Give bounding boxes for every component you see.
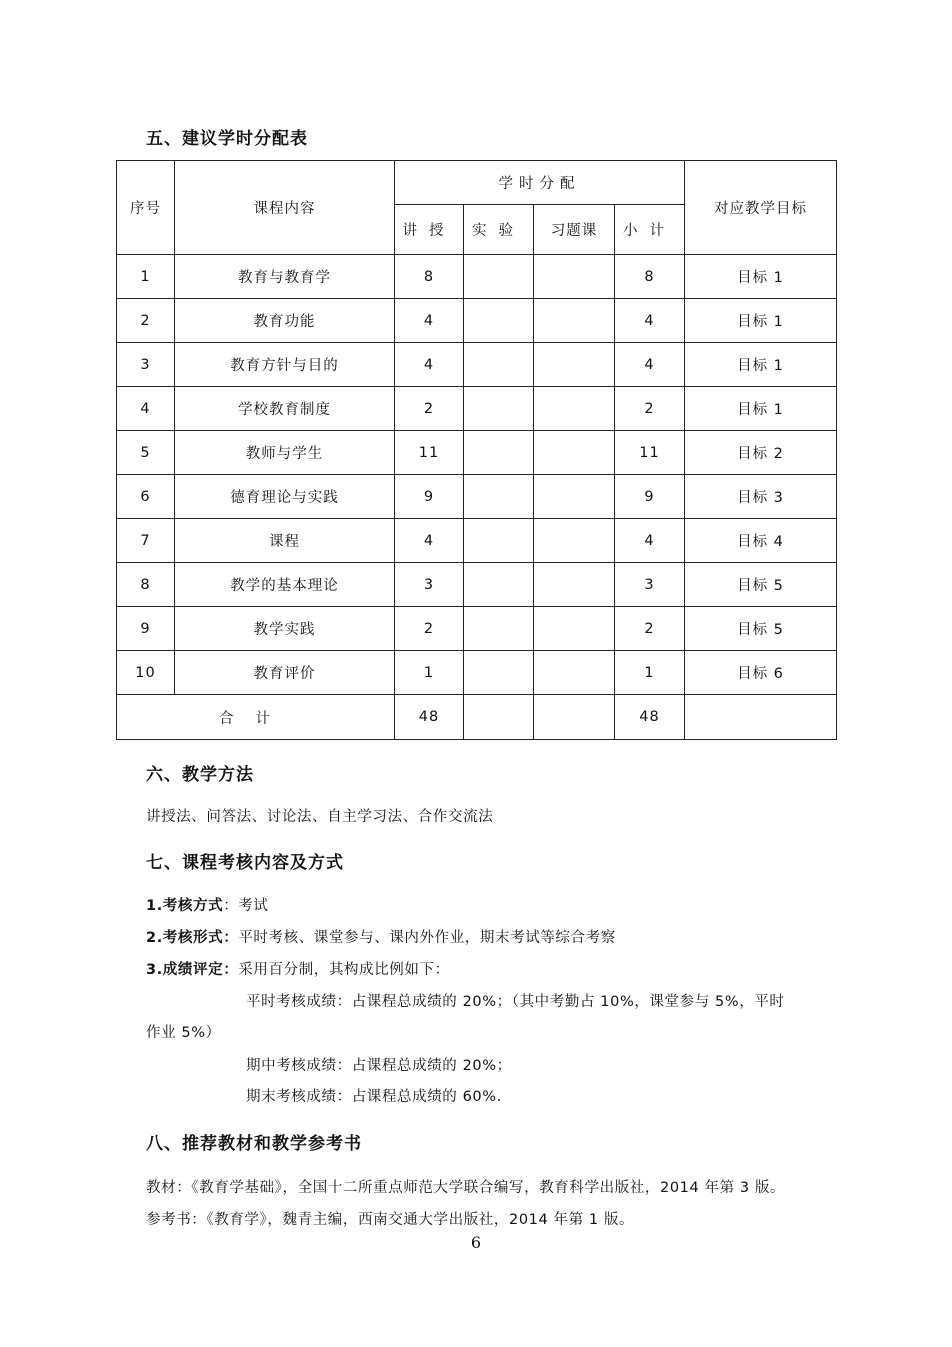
cell-exercise <box>534 563 615 607</box>
cell-exercise <box>534 475 615 519</box>
cell-seq: 8 <box>117 563 175 607</box>
header-seq: 序号 <box>117 161 175 255</box>
cell-content: 课程 <box>175 519 395 563</box>
total-goal <box>685 695 837 740</box>
section-7-title: 七、课程考核内容及方式 <box>146 853 344 873</box>
cell-seq: 1 <box>117 255 175 299</box>
header-content: 课程内容 <box>175 161 395 255</box>
header-lecture: 讲授 <box>395 205 464 255</box>
cell-goal: 目标 1 <box>685 343 837 387</box>
total-lab <box>464 695 534 740</box>
section-6-title: 六、教学方法 <box>146 765 254 785</box>
cell-lab <box>464 255 534 299</box>
section-8-title: 八、推荐教材和教学参考书 <box>146 1134 362 1154</box>
textbook-entry: 教材：《教育学基础》，全国十二所重点师范大学联合编写，教育科学出版社，2014 年第 3 版。 <box>146 1180 786 1196</box>
assessment-form <box>146 926 616 947</box>
cell-lecture: 11 <box>395 431 464 475</box>
cell-lecture: 4 <box>395 299 464 343</box>
cell-goal: 目标 1 <box>685 255 837 299</box>
cell-exercise <box>534 255 615 299</box>
total-row <box>117 695 837 740</box>
cell-lab <box>464 343 534 387</box>
cell-lecture: 4 <box>395 343 464 387</box>
table-row <box>117 607 837 651</box>
cell-content: 德育理论与实践 <box>175 475 395 519</box>
grade-evaluation-value: 采用百分制，其构成比例如下： <box>238 962 450 978</box>
header-subtotal: 小计 <box>615 205 685 255</box>
table-row <box>117 299 837 343</box>
cell-lecture: 2 <box>395 607 464 651</box>
assessment-method-value: ：考试 <box>223 898 269 914</box>
cell-lab <box>464 519 534 563</box>
cell-content: 教育评价 <box>175 651 395 695</box>
header-allocation: 学时分配 <box>395 161 685 205</box>
grade-evaluation-label: 3.成绩评定： <box>146 962 239 978</box>
table-row <box>117 563 837 607</box>
table-row <box>117 431 837 475</box>
reference-book-entry: 参考书：《教育学》，魏青主编，西南交通大学出版社，2014 年第 1 版。 <box>146 1212 635 1228</box>
header-exercise: 习题课 <box>534 205 615 255</box>
header-lab: 实验 <box>464 205 534 255</box>
cell-goal: 目标 2 <box>685 431 837 475</box>
table-row <box>117 519 837 563</box>
hours-allocation-table <box>116 160 837 740</box>
teaching-methods-text: 讲授法、问答法、讨论法、自主学习法、合作交流法 <box>146 809 494 825</box>
cell-goal: 目标 5 <box>685 607 837 651</box>
cell-seq: 4 <box>117 387 175 431</box>
cell-subtotal: 9 <box>615 475 685 519</box>
table-row <box>117 651 837 695</box>
grade-evaluation <box>146 958 450 979</box>
cell-exercise <box>534 607 615 651</box>
midterm-grade: 期中考核成绩：占课程总成绩的 20%； <box>246 1058 512 1074</box>
total-subtotal: 48 <box>615 695 685 740</box>
cell-subtotal: 2 <box>615 387 685 431</box>
cell-subtotal: 4 <box>615 343 685 387</box>
cell-goal: 目标 4 <box>685 519 837 563</box>
regular-grade-line2: 作业 5%） <box>146 1025 221 1041</box>
assessment-form-label: 2.考核形式： <box>146 930 239 946</box>
cell-lecture: 2 <box>395 387 464 431</box>
cell-lab <box>464 387 534 431</box>
cell-lecture: 8 <box>395 255 464 299</box>
cell-lecture: 4 <box>395 519 464 563</box>
cell-subtotal: 8 <box>615 255 685 299</box>
cell-content: 教学的基本理论 <box>175 563 395 607</box>
cell-lab <box>464 475 534 519</box>
cell-lecture: 9 <box>395 475 464 519</box>
cell-lab <box>464 431 534 475</box>
cell-lab <box>464 651 534 695</box>
page-number: 6 <box>470 1233 482 1252</box>
assessment-method <box>146 894 269 915</box>
cell-lab <box>464 299 534 343</box>
assessment-form-value: 平时考核、课堂参与、课内外作业，期末考试等综合考察 <box>238 930 616 946</box>
cell-content: 教师与学生 <box>175 431 395 475</box>
total-label: 合计 <box>117 695 395 740</box>
cell-seq: 3 <box>117 343 175 387</box>
cell-subtotal: 4 <box>615 519 685 563</box>
cell-exercise <box>534 299 615 343</box>
table-row <box>117 387 837 431</box>
cell-seq: 6 <box>117 475 175 519</box>
cell-subtotal: 11 <box>615 431 685 475</box>
cell-content: 学校教育制度 <box>175 387 395 431</box>
cell-lecture: 1 <box>395 651 464 695</box>
cell-exercise <box>534 343 615 387</box>
cell-seq: 2 <box>117 299 175 343</box>
section-5-title: 五、建议学时分配表 <box>146 129 308 149</box>
cell-content: 教育方针与目的 <box>175 343 395 387</box>
cell-subtotal: 2 <box>615 607 685 651</box>
cell-content: 教学实践 <box>175 607 395 651</box>
cell-subtotal: 3 <box>615 563 685 607</box>
header-goal: 对应教学目标 <box>685 161 837 255</box>
cell-subtotal: 4 <box>615 299 685 343</box>
total-lecture: 48 <box>395 695 464 740</box>
cell-exercise <box>534 431 615 475</box>
table-row <box>117 475 837 519</box>
table-row <box>117 255 837 299</box>
cell-content: 教育与教育学 <box>175 255 395 299</box>
cell-lab <box>464 607 534 651</box>
cell-lab <box>464 563 534 607</box>
cell-goal: 目标 3 <box>685 475 837 519</box>
cell-goal: 目标 1 <box>685 299 837 343</box>
cell-goal: 目标 1 <box>685 387 837 431</box>
cell-seq: 10 <box>117 651 175 695</box>
cell-exercise <box>534 651 615 695</box>
cell-seq: 9 <box>117 607 175 651</box>
assessment-method-label: 1.考核方式 <box>146 898 224 914</box>
cell-lecture: 3 <box>395 563 464 607</box>
regular-grade-line1: 平时考核成绩：占课程总成绩的 20%；（其中考勤占 10%，课堂参与 5%，平时 <box>246 994 785 1010</box>
cell-seq: 7 <box>117 519 175 563</box>
total-exercise <box>534 695 615 740</box>
table-row <box>117 343 837 387</box>
cell-goal: 目标 6 <box>685 651 837 695</box>
final-grade: 期末考核成绩：占课程总成绩的 60%. <box>246 1089 502 1105</box>
cell-content: 教育功能 <box>175 299 395 343</box>
cell-exercise <box>534 519 615 563</box>
cell-goal: 目标 5 <box>685 563 837 607</box>
cell-subtotal: 1 <box>615 651 685 695</box>
cell-seq: 5 <box>117 431 175 475</box>
cell-exercise <box>534 387 615 431</box>
